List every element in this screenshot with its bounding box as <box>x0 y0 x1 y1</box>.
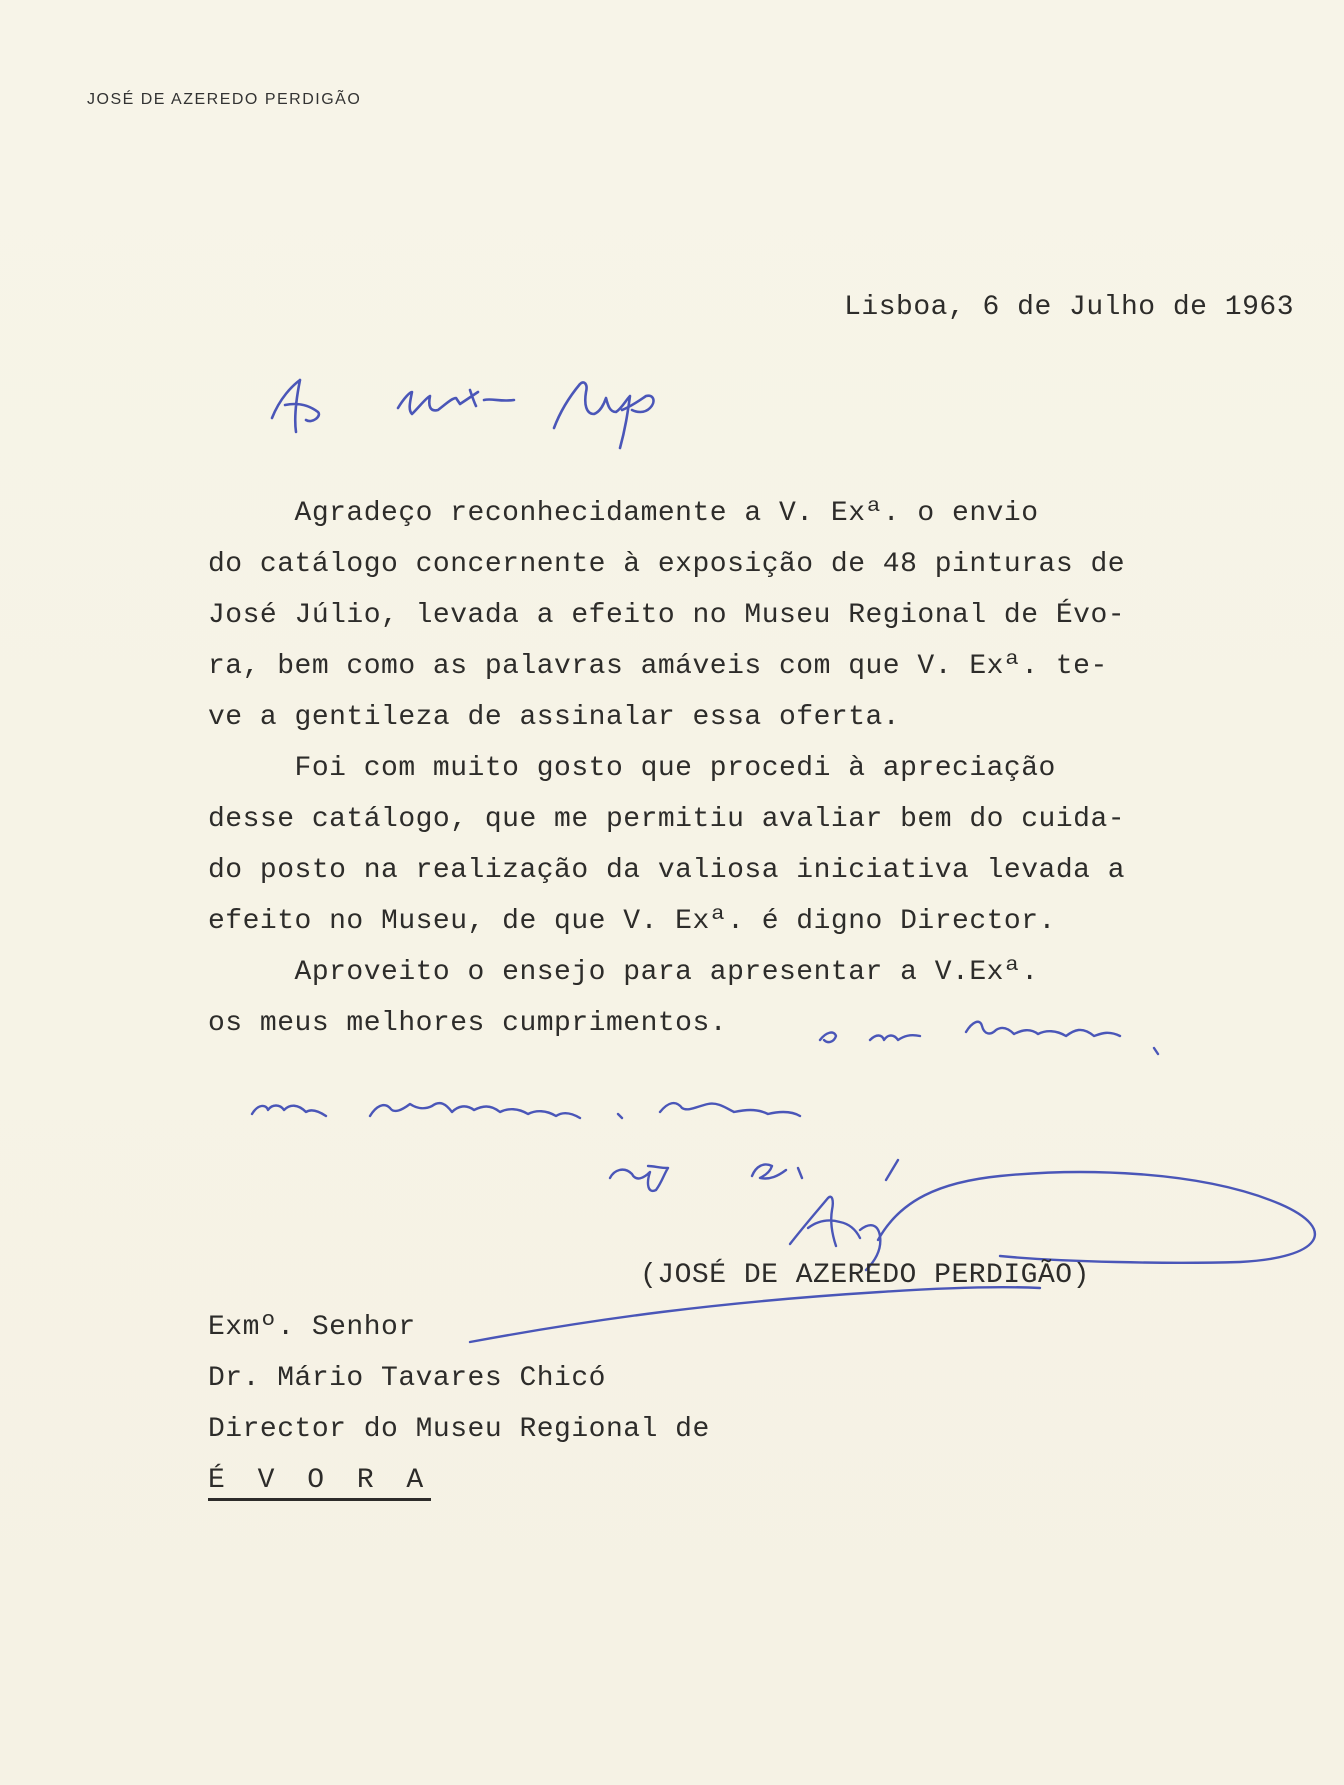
body-line: Aproveito o ensejo para apresentar a V.Exª. <box>208 957 1039 988</box>
body-line: os meus melhores cumprimentos. <box>208 1008 728 1039</box>
body-line: do posto na realização da valiosa iniciativa levada a <box>208 855 1126 886</box>
city-underlined: É V O R A <box>208 1465 431 1501</box>
body-line: desse catálogo, que me permitiu avaliar bem do cuida- <box>208 804 1126 835</box>
letterhead: JOSÉ DE AZEREDO PERDIGÃO <box>87 91 362 108</box>
typed-signature: (JOSÉ DE AZEREDO PERDIGÃO) <box>640 1260 1090 1291</box>
body-line: ra, bem como as palavras amáveis com que V. Exª. te- <box>208 651 1108 682</box>
address-line: Director do Museu Regional de <box>208 1414 710 1445</box>
address-city <box>208 1465 431 1496</box>
address-line: Dr. Mário Tavares Chicó <box>208 1363 606 1394</box>
date-line: Lisboa, 6 de Julho de 1963 <box>844 292 1294 323</box>
address-line: Exmº. Senhor <box>208 1312 416 1343</box>
body-line: José Júlio, levada a efeito no Museu Regional de Évo- <box>208 600 1126 631</box>
body-line: do catálogo concernente à exposição de 48 pinturas de <box>208 549 1126 580</box>
body-line: ve a gentileza de assinalar essa oferta. <box>208 702 901 733</box>
body-line: efeito no Museu, de que V. Exª. é digno Director. <box>208 906 1056 937</box>
body-line: Foi com muito gosto que procedi à apreciação <box>208 753 1056 784</box>
body-line: Agradeço reconhecidamente a V. Exª. o envio <box>208 498 1039 529</box>
